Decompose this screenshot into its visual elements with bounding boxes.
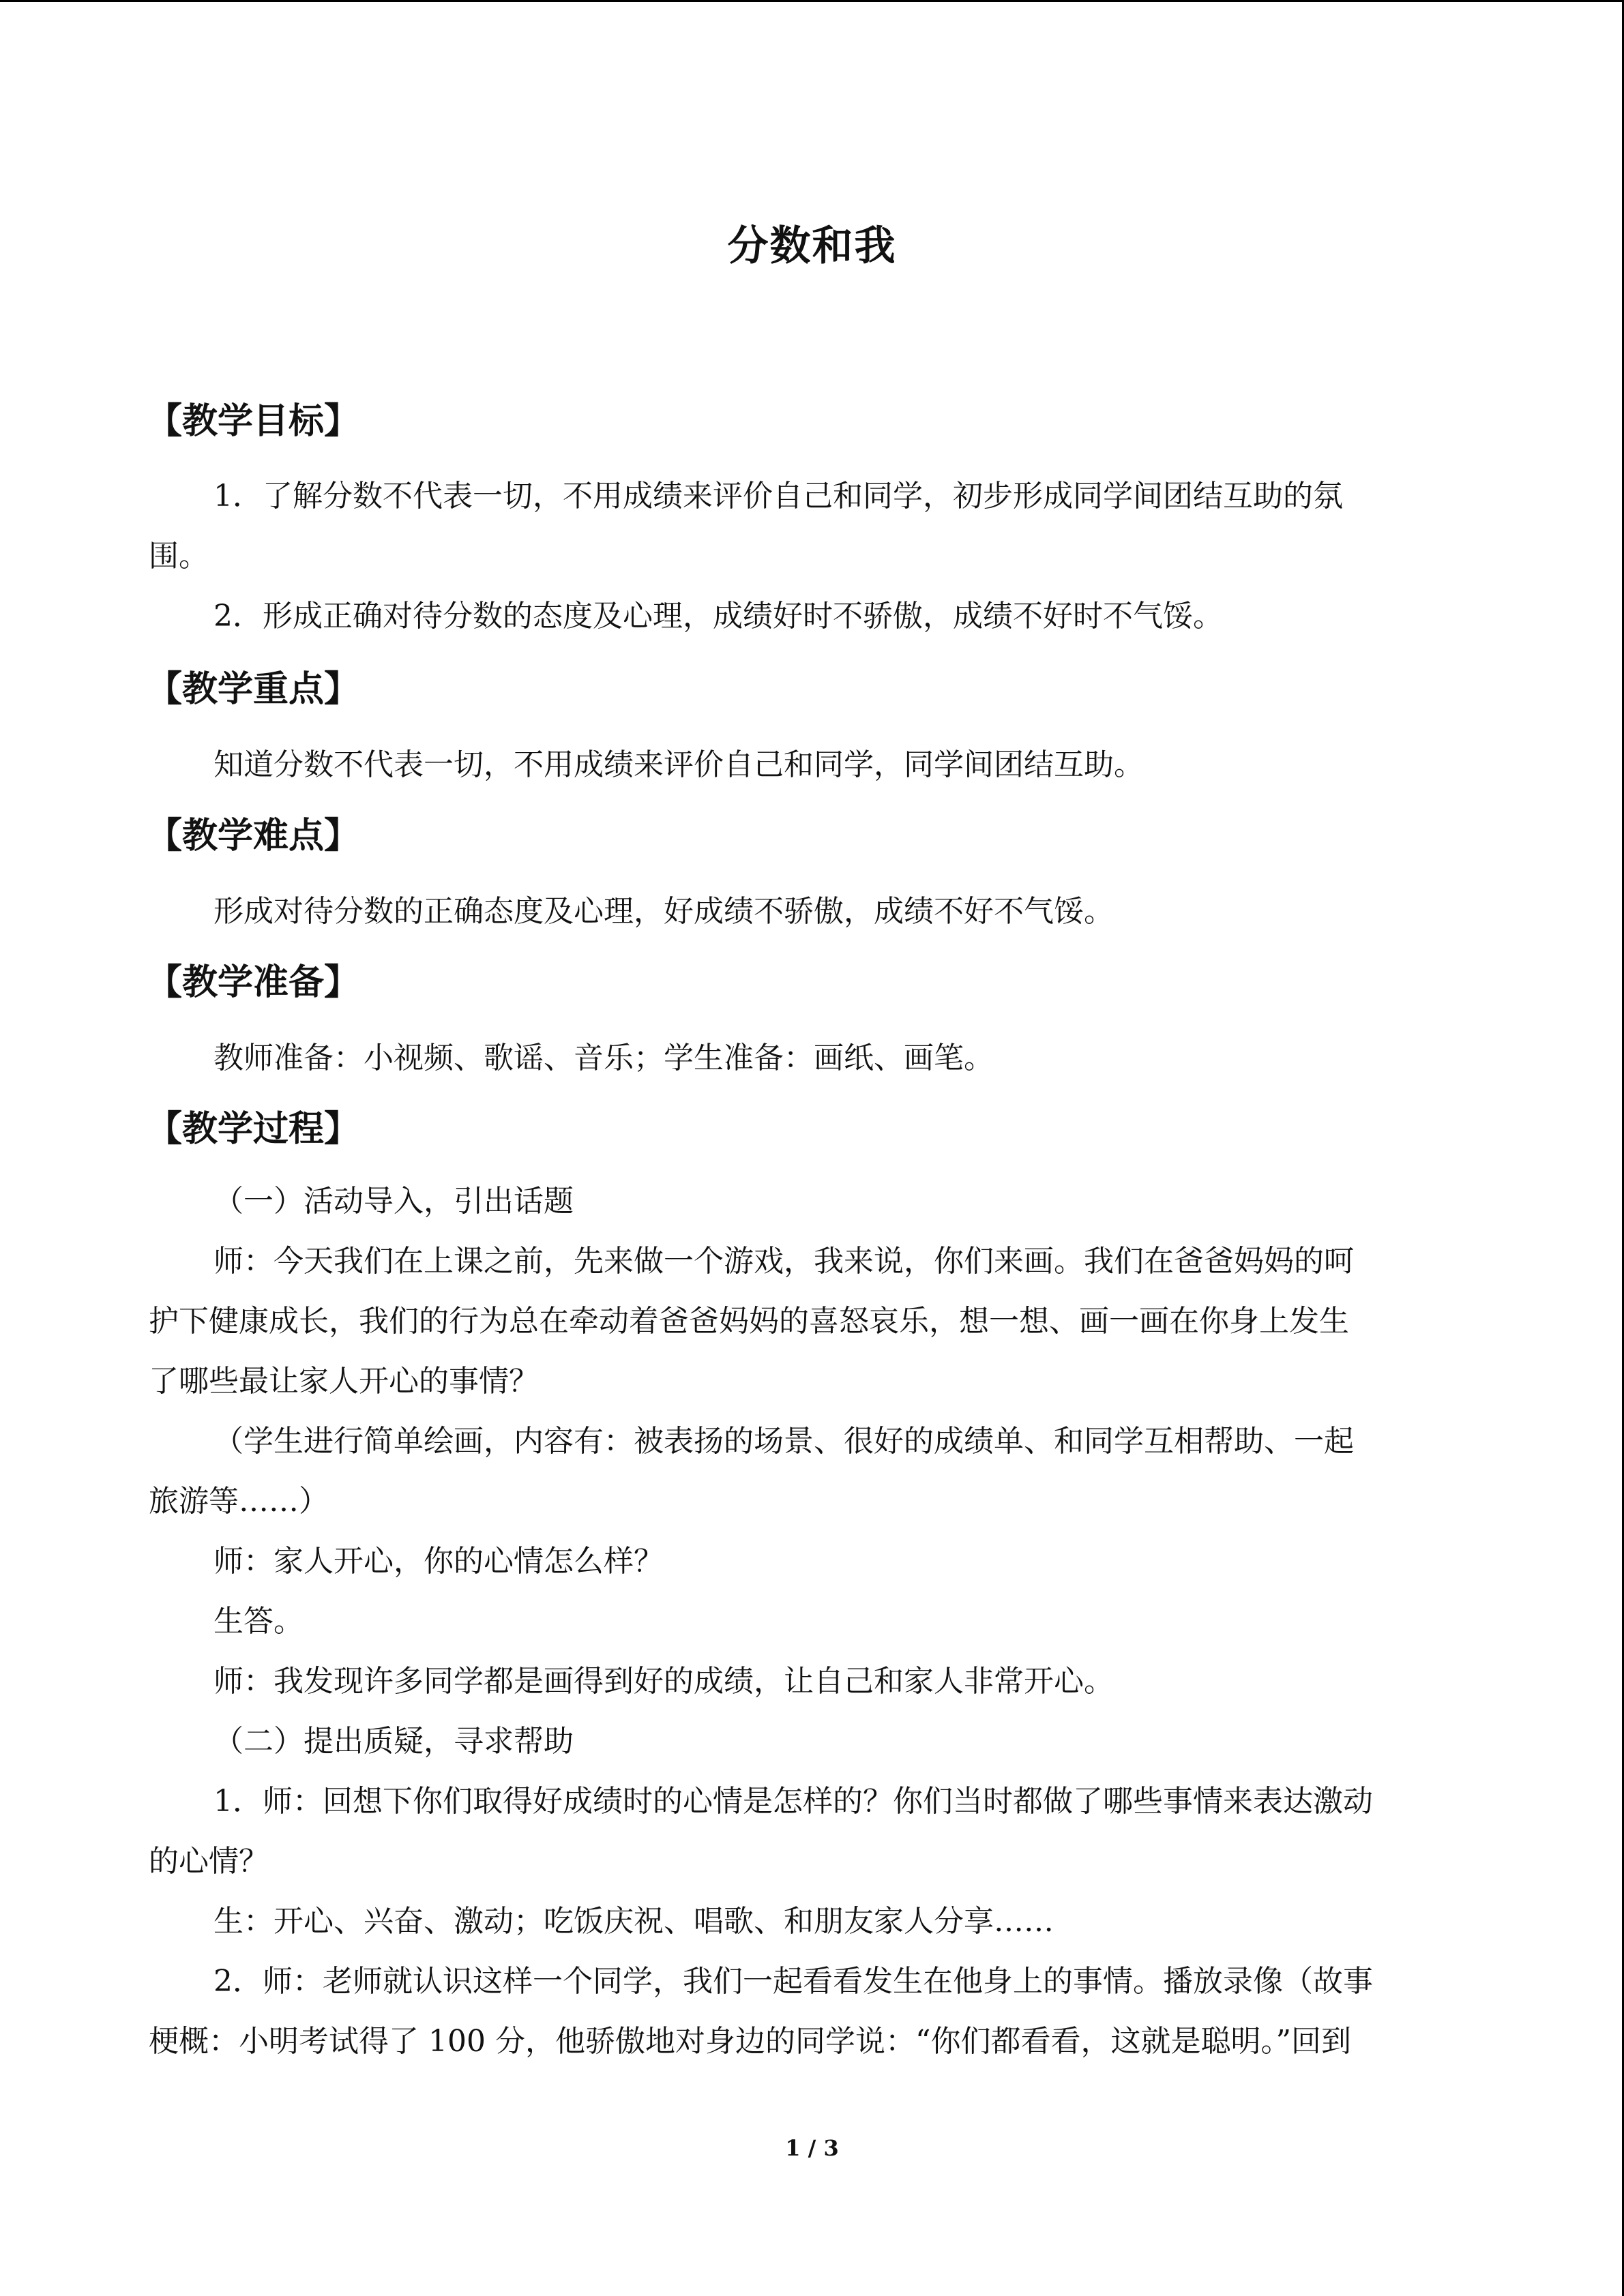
- heading-objectives: 【教学目标】: [147, 401, 360, 442]
- objective-item-2: 2．形成正确对待分数的态度及心理，成绩好时不骄傲，成绩不好时不气馁。: [213, 599, 1223, 633]
- process-line: （学生进行简单绘画，内容有：被表扬的场景、很好的成绩单、和同学互相帮助、一起: [213, 1424, 1354, 1459]
- key-points-text: 知道分数不代表一切，不用成绩来评价自己和同学，同学间团结互助。: [213, 747, 1144, 782]
- process-line: 梗概：小明考试得了 100 分，他骄傲地对身边的同学说：“你们都看看，这就是聪明。”回到: [149, 2024, 1351, 2059]
- process-line: （一）活动导入，引出话题: [213, 1184, 574, 1219]
- key-points-body: [149, 735, 1473, 795]
- difficulties-body: [149, 882, 1473, 942]
- process-line: 师：今天我们在上课之前，先来做一个游戏，我来说，你们来画。我们在爸爸妈妈的呵: [213, 1244, 1354, 1279]
- process-line: 的心情？: [149, 1844, 269, 1879]
- objective-item-1-line-2: 围。: [149, 539, 209, 573]
- process-line: 生：开心、兴奋、激动；吃饭庆祝、唱歌、和朋友家人分享……: [213, 1904, 1054, 1939]
- process-line: 旅游等……）: [149, 1484, 329, 1519]
- process-line: 了哪些最让家人开心的事情？: [149, 1364, 539, 1399]
- objectives-body: [149, 466, 1473, 646]
- objective-item-1-line-1: 1．了解分数不代表一切，不用成绩来评价自己和同学，初步形成同学间团结互助的氛: [213, 479, 1343, 513]
- process-line: 1．师：回想下你们取得好成绩时的心情是怎样的？你们当时都做了哪些事情来表达激动: [213, 1784, 1373, 1819]
- process-line: 师：我发现许多同学都是画得到好的成绩，让自己和家人非常开心。: [213, 1664, 1114, 1699]
- heading-difficulties: 【教学难点】: [147, 816, 360, 856]
- preparation-text: 教师准备：小视频、歌谣、音乐；学生准备：画纸、画笔。: [213, 1041, 994, 1075]
- process-line: 2．师：老师就认识这样一个同学，我们一起看看发生在他身上的事情。播放录像（故事: [213, 1964, 1373, 1999]
- difficulties-text: 形成对待分数的正确态度及心理，好成绩不骄傲，成绩不好不气馁。: [213, 894, 1114, 929]
- process-line: 师：家人开心，你的心情怎么样？: [213, 1544, 664, 1579]
- process-body: [149, 1172, 1473, 2072]
- document-title: 分数和我: [727, 222, 897, 270]
- process-line: （二）提出质疑，寻求帮助: [213, 1724, 574, 1759]
- process-line: 护下健康成长，我们的行为总在牵动着爸爸妈妈的喜怒哀乐，想一想、画一画在你身上发生: [149, 1304, 1349, 1339]
- heading-preparation: 【教学准备】: [147, 962, 360, 1003]
- heading-process: 【教学过程】: [147, 1109, 360, 1150]
- page-indicator: 1 / 3: [785, 2135, 839, 2161]
- preparation-body: [149, 1028, 1473, 1088]
- process-line: 生答。: [213, 1604, 304, 1639]
- heading-key-points: 【教学重点】: [147, 669, 360, 710]
